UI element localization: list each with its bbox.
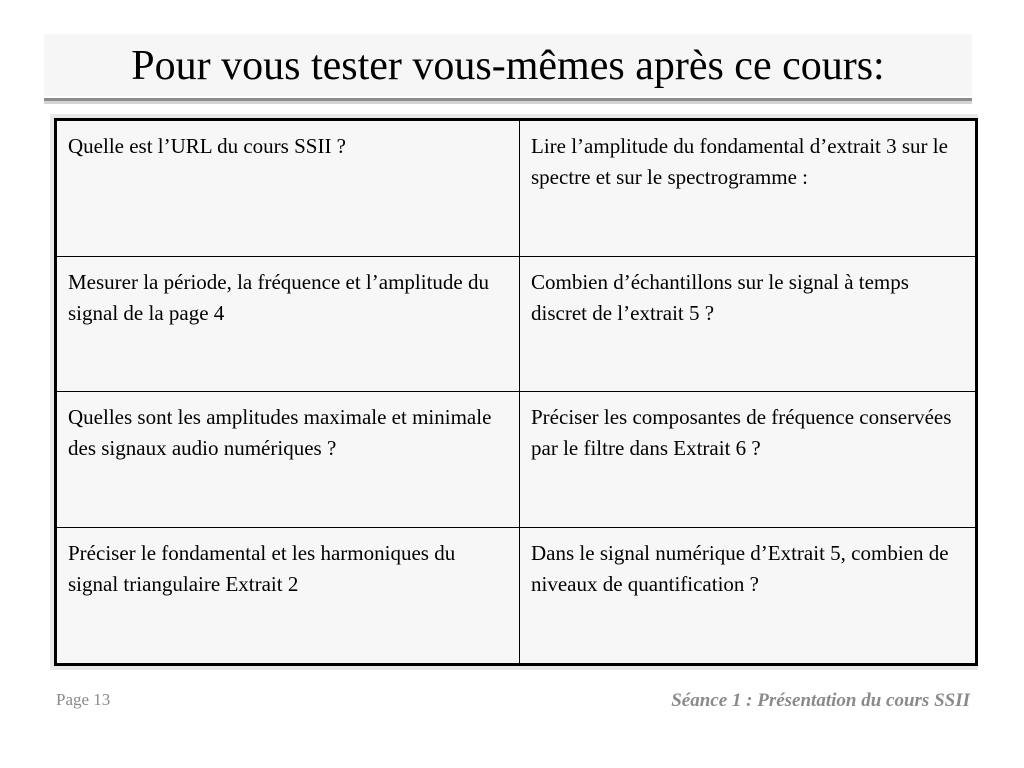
title-band bbox=[44, 34, 972, 96]
page-number: Page 13 bbox=[56, 690, 111, 709]
question-cell: Préciser les composantes de fréquence conservées par le filtre dans Extrait 6 ? bbox=[520, 392, 977, 528]
table-row bbox=[56, 528, 977, 665]
question-cell: Préciser le fondamental et les harmoniques du signal triangulaire Extrait 2 bbox=[56, 528, 520, 665]
slide-title: Pour vous tester vous-mêmes après ce cours: bbox=[131, 43, 885, 89]
question-cell: Mesurer la période, la fréquence et l’amplitude du signal de la page 4 bbox=[56, 256, 520, 392]
question-cell: Quelle est l’URL du cours SSII ? bbox=[56, 120, 520, 257]
question-cell: Lire l’amplitude du fondamental d’extrait 3 sur le spectre et sur le spectrogramme : bbox=[520, 120, 977, 257]
question-cell: Quelles sont les amplitudes maximale et minimale des signaux audio numériques ? bbox=[56, 392, 520, 528]
title-divider bbox=[44, 98, 972, 104]
question-cell: Dans le signal numérique d’Extrait 5, combien de niveaux de quantification ? bbox=[520, 528, 977, 665]
table-row bbox=[56, 120, 977, 257]
table-row bbox=[56, 392, 977, 528]
question-cell: Combien d’échantillons sur le signal à temps discret de l’extrait 5 ? bbox=[520, 256, 977, 392]
table-row bbox=[56, 256, 977, 392]
session-footer: Séance 1 : Présentation du cours SSII bbox=[671, 690, 970, 711]
questions-table bbox=[54, 118, 978, 666]
